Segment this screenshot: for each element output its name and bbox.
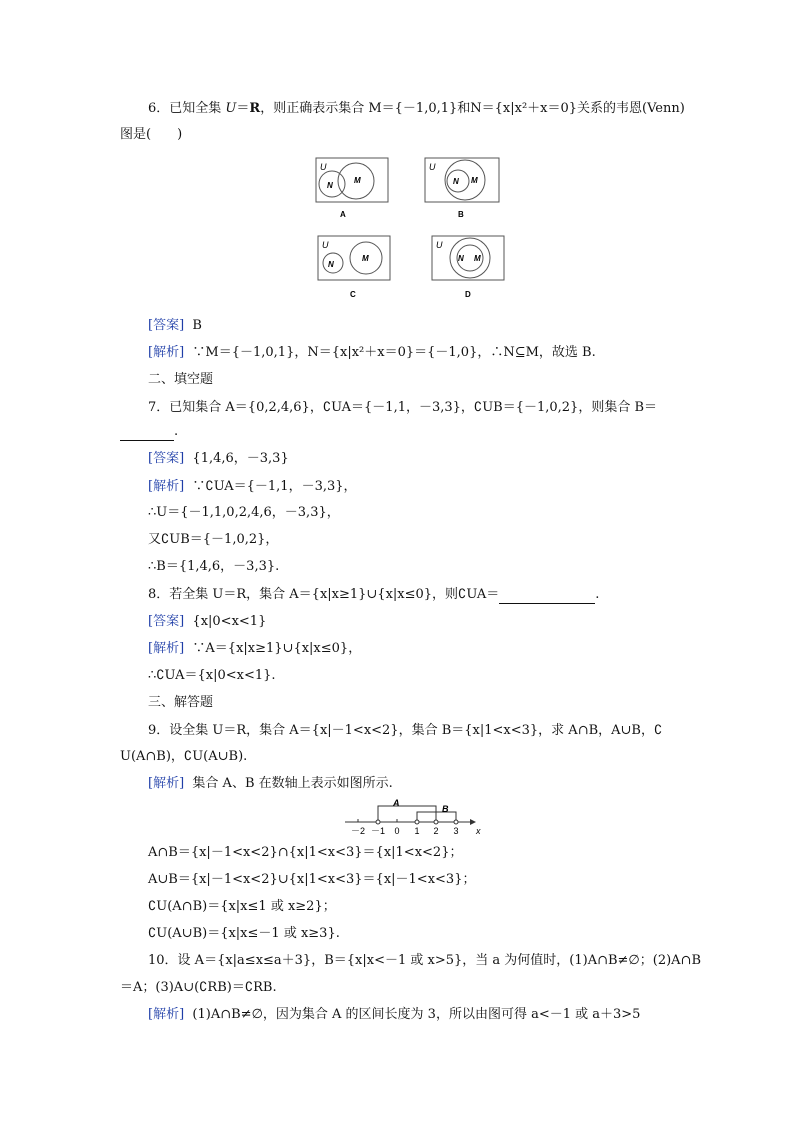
q9-result-2: A∪B＝{x|－1<x<2}∪{x|1<x<3}＝{x|－1<x<3}； bbox=[148, 872, 476, 887]
q9-result-1: A∩B＝{x|－1<x<2}∩{x|1<x<3}＝{x|1<x<2}； bbox=[148, 845, 463, 860]
q6-text-a: 6．已知全集 bbox=[148, 101, 226, 116]
tick-label: 0 bbox=[394, 826, 400, 836]
venn-c-U: U bbox=[322, 240, 329, 250]
tick-label: －1 bbox=[370, 826, 386, 836]
venn-d-caption: D bbox=[465, 290, 471, 299]
tick-label: 2 bbox=[433, 826, 439, 836]
q7-line2 bbox=[120, 423, 178, 441]
analysis-tag: [解析] bbox=[148, 345, 185, 360]
answer-tag: [答案] bbox=[148, 318, 185, 333]
q8-answer-value: {x|0<x<1} bbox=[192, 614, 267, 629]
q7-analysis-4: ∴B＝{1,4,6，－3,3}. bbox=[148, 559, 280, 574]
section-heading-fill-in: 二、填空题 bbox=[148, 372, 214, 387]
analysis-tag: [解析] bbox=[148, 776, 185, 791]
q8-analysis-2: ∴∁UA＝{x|0<x<1}. bbox=[148, 668, 276, 683]
q6-U: U bbox=[225, 101, 237, 116]
q6-line1: 6．已知全集 U＝R，则正确表示集合 M＝{－1,0,1}和N＝{x|x²＋x＝0}关系的韦恩(Venn) bbox=[148, 101, 685, 116]
q9-analysis bbox=[148, 775, 393, 793]
q7-answer-value: {1,4,6，－3,3} bbox=[192, 451, 289, 466]
numline-label-B: B bbox=[442, 804, 449, 814]
q6-answer bbox=[148, 317, 202, 335]
numline-label-A: A bbox=[393, 798, 400, 808]
venn-a bbox=[316, 158, 388, 219]
venn-a-N: N bbox=[327, 181, 333, 190]
analysis-tag: [解析] bbox=[148, 479, 185, 494]
q6-line2: 图是( ) bbox=[120, 127, 183, 142]
q7-line1: 7．已知集合 A＝{0,2,4,6}，∁UA＝{－1,1，－3,3}，∁UB＝{－1,0,2}，则集合 B＝ bbox=[148, 400, 658, 415]
venn-d-N: N bbox=[458, 254, 464, 263]
tick-label: 1 bbox=[414, 826, 420, 836]
q7-blank bbox=[120, 428, 174, 441]
analysis-tag: [解析] bbox=[148, 641, 185, 656]
q10-analysis-1: (1)A∩B≠∅，因为集合 A 的区间长度为 3，所以由图可得 a<－1 或 a＋3>5 bbox=[192, 1007, 641, 1022]
q7-analysis-3: 又∁UB＝{－1,0,2}， bbox=[148, 532, 279, 547]
q10-line2: ＝A；(3)A∪(∁RB)＝∁RB. bbox=[120, 980, 277, 995]
q8-text: 8．若全集 U＝R，集合 A＝{x|x≥1}∪{x|x≤0}，则∁UA＝ bbox=[148, 587, 500, 602]
q9-result-3: ∁U(A∩B)＝{x|x≤1 或 x≥2}； bbox=[148, 899, 336, 914]
venn-b bbox=[425, 158, 499, 219]
venn-a-caption: A bbox=[340, 210, 346, 219]
q6-text-b: ，则正确表示集合 M＝{－1,0,1}和N＝{x|x²＋x＝0}关系的韦恩(Venn) bbox=[260, 101, 685, 116]
q6-analysis-text: ∵M＝{－1,0,1}，N＝{x|x²＋x＝0}＝{－1,0}，∴N⊆M，故选 B. bbox=[192, 345, 596, 360]
venn-a-U: U bbox=[320, 162, 327, 172]
q6-R: R bbox=[249, 101, 261, 116]
q8-period: . bbox=[595, 587, 600, 602]
q7-analysis bbox=[148, 478, 357, 496]
q7-analysis-1: ∵∁UA＝{－1,1，－3,3}， bbox=[192, 479, 357, 494]
section-heading-solve: 三、解答题 bbox=[148, 695, 214, 710]
venn-c-M: M bbox=[362, 254, 369, 263]
q8-line1 bbox=[148, 586, 599, 604]
venn-c-N: N bbox=[328, 260, 334, 269]
venn-c-caption: C bbox=[350, 290, 356, 299]
venn-c bbox=[318, 236, 390, 299]
answer-tag: [答案] bbox=[148, 451, 185, 466]
q8-blank bbox=[499, 591, 595, 604]
q7-answer bbox=[148, 450, 289, 468]
q6-analysis bbox=[148, 344, 596, 362]
answer-tag: [答案] bbox=[148, 614, 185, 629]
number-line bbox=[0, 798, 794, 838]
venn-a-M: M bbox=[354, 176, 361, 185]
q9-line1: 9．设全集 U＝R，集合 A＝{x|－1<x<2}，集合 B＝{x|1<x<3}，求 A∩B，A∪B，∁ bbox=[148, 723, 663, 738]
venn-d-M: M bbox=[474, 254, 481, 263]
venn-d-U: U bbox=[436, 240, 443, 250]
q7-period: . bbox=[174, 424, 179, 439]
venn-b-caption: B bbox=[458, 210, 464, 219]
venn-d bbox=[432, 236, 504, 299]
axis-x-label: x bbox=[476, 826, 481, 836]
q8-answer bbox=[148, 613, 266, 631]
venn-b-M: M bbox=[471, 176, 478, 185]
q7-analysis-2: ∴U＝{－1,1,0,2,4,6，－3,3}， bbox=[148, 505, 340, 520]
q9-intro: 集合 A、B 在数轴上表示如图所示. bbox=[192, 776, 393, 791]
q9-line2: U(A∩B)，∁U(A∪B). bbox=[120, 749, 248, 764]
q6-answer-value: B bbox=[192, 318, 202, 333]
q9-result-4: ∁U(A∪B)＝{x|x≤－1 或 x≥3}. bbox=[148, 926, 340, 941]
venn-diagrams bbox=[0, 150, 794, 310]
tick-label: －2 bbox=[350, 826, 366, 836]
venn-b-U: U bbox=[429, 162, 436, 172]
tick-label: 3 bbox=[453, 826, 459, 836]
q10-line1: 10．设 A＝{x|a≤x≤a＋3}，B＝{x|x<－1 或 x>5}，当 a 为何值时，(1)A∩B≠∅；(2)A∩B bbox=[148, 953, 701, 968]
q8-analysis-1: ∵A＝{x|x≥1}∪{x|x≤0}， bbox=[192, 641, 362, 656]
venn-b-N: N bbox=[453, 177, 459, 186]
q10-analysis bbox=[148, 1006, 640, 1024]
analysis-tag: [解析] bbox=[148, 1007, 185, 1022]
q8-analysis bbox=[148, 640, 361, 658]
